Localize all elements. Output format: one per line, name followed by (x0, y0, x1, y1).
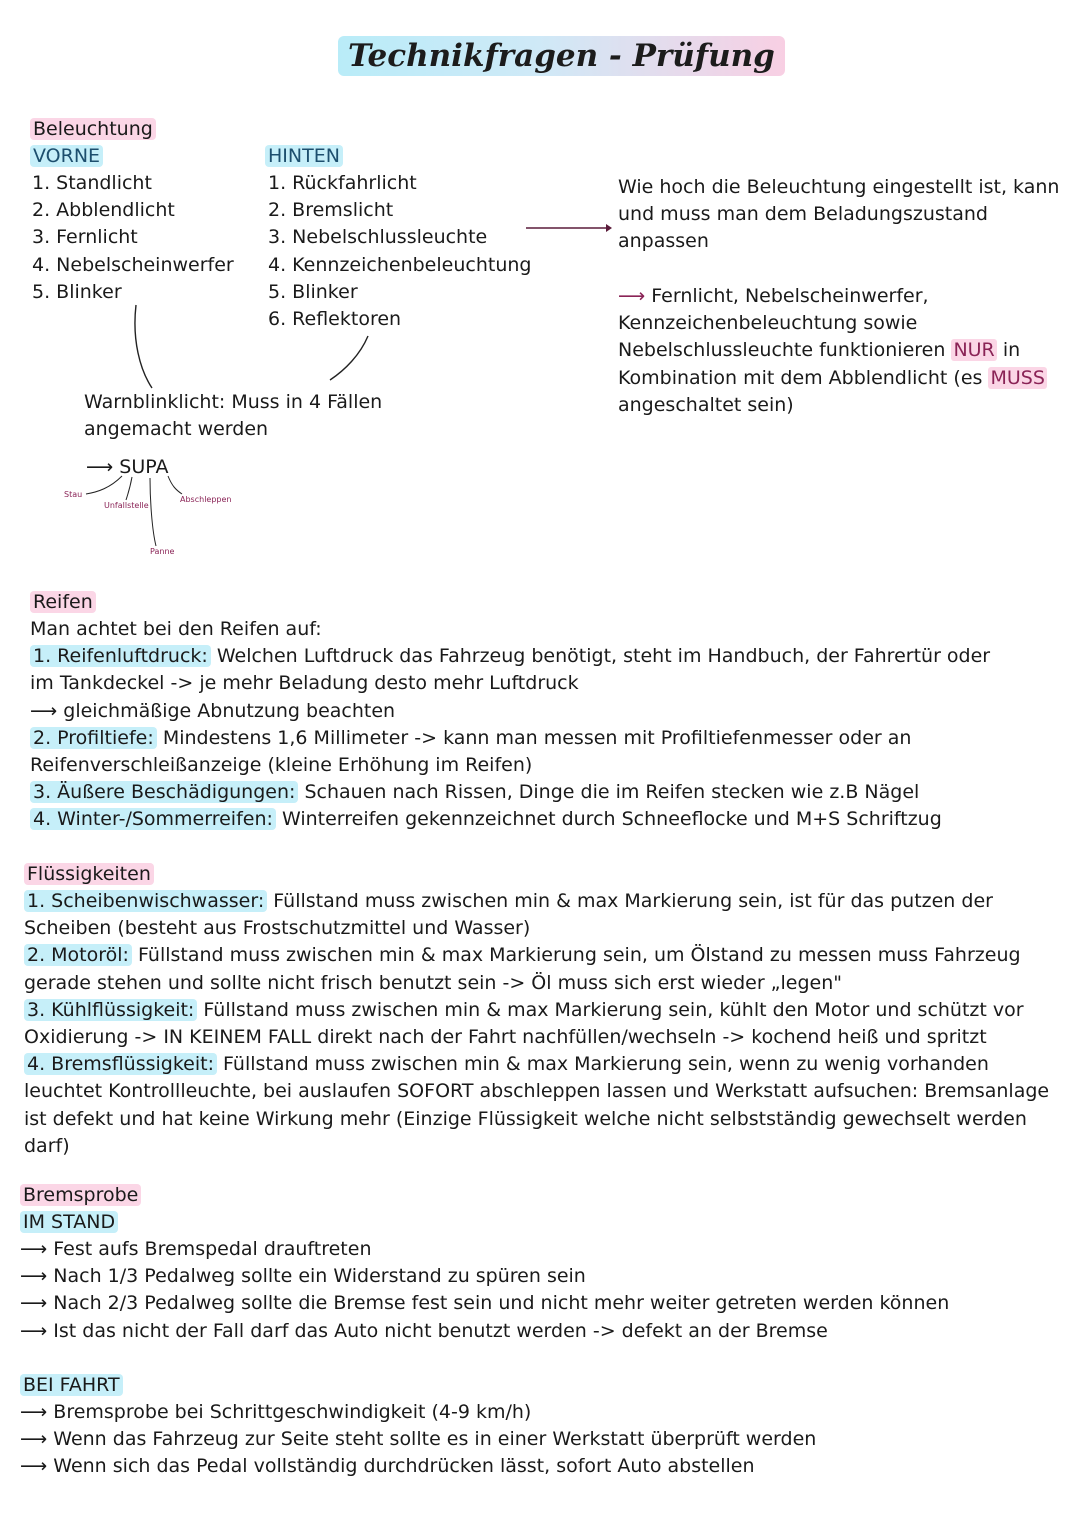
bei-fahrt-label: BEI FAHRT (20, 1372, 123, 1399)
list-item: 1. Rückfahrlicht (268, 172, 417, 194)
fluessigkeiten-heading: Flüssigkeiten (24, 861, 154, 888)
supa-abschleppen: Abschleppen (180, 495, 232, 504)
list-item: 3. Nebelschlussleuchte (268, 226, 488, 249)
list-item: 2. Abblendlicht (32, 199, 175, 222)
list-item: 3. Fernlicht (32, 226, 138, 249)
list-item: Nach 2/3 Pedalweg sollte die Bremse fest sein und nicht mehr weiter getreten werden können (53, 1292, 950, 1315)
im-stand-list: ⟶ Fest aufs Bremspedal drauftreten ⟶ Nach 1/3 Pedalweg sollte ein Widerstand zu spüren sein ⟶ Nach 2/3 Pedalweg sollte die Bremse fest sein und nicht mehr weiter getreten werden können ⟶ Ist das nicht der Fall darf das Auto nicht benutzt werden -> defekt an der Bremse (20, 1238, 950, 1342)
reifen-heading: Reifen (30, 589, 96, 616)
list-item: Fest aufs Bremspedal drauftreten (53, 1238, 372, 1260)
connector-line-left (135, 305, 152, 388)
connector-line-right (330, 336, 368, 380)
bremsprobe-heading: Bremsprobe (20, 1182, 141, 1209)
list-item: Ist das nicht der Fall darf das Auto nicht benutzt werden -> defekt an der Bremse (53, 1319, 828, 1342)
list-item: 2. Bremslicht (268, 199, 394, 222)
beleuchtung-right-note: Wie hoch die Beleuchtung eingestellt ist, kann und muss man dem Beladungszustand anpassen (618, 176, 1060, 253)
fluessigkeiten-section: 1. Scheibenwischwasser: Füllstand muss zwischen min & max Markierung sein, ist für das putzen der Scheiben (besteht aus Frostschutzmittel und Wasser) 2. Motoröl: Füllstand muss zwischen min & max Markierung sein, um Ölstand zu messen muss Fahrzeug gerade stehen und sollte nicht frisch benutzt sein -> Öl muss sich erst wieder „legen" 3. Kühlflüssigkeit: Füllstand muss zwischen min & max Markierung sein, kühlt den Motor und schützt vor Oxidierung -> IN KEINEM FALL direkt nach der Fahrt nachfüllen/wechseln -> kochend heiß und spritzt 4. Bremsflüssigkeit: Füllstand muss zwischen min & max Markierung sein, wenn zu wenig vorhanden leuchtet Kontrollleuchte, bei auslaufen SOFORT abschleppen lassen und Werkstatt aufsuchen: Bremsanlage ist defekt und hat keine Wirkung mehr (Einzige Flüssigkeit welche nicht selbstständig gewechselt werden darf) (24, 890, 1050, 1157)
supa-label: ⟶ SUPA (86, 456, 169, 478)
beleuchtung-heading: Beleuchtung (30, 116, 156, 143)
reifen-section: Man achtet bei den Reifen auf: 1. Reifenluftdruck: Welchen Luftdruck das Fahrzeug benötigt, steht im Handbuch, der Fahrertür oder im Tankdeckel -> je mehr Beladung desto mehr Luftdruck ⟶ gleichmäßige Abnutzung beachten 2. Profiltiefe: Mindestens 1,6 Millimeter -> kann man messen mit Profiltiefenmesser oder an Reifenverschleißanzeige (kleine Erhöhung im Reifen) 3. Äußere Beschädigungen: Schauen nach Rissen, Dinge die im Reifen stecken wie z.B Nägel 4. Winter-/Sommerreifen: Winterreifen gekennzeichnet durch Schneeflocke und M+S Schriftzug (30, 618, 991, 831)
list-item: Wenn das Fahrzeug zur Seite steht sollte es in einer Werkstatt überprüft werden (53, 1428, 817, 1451)
list-item: 5. Blinker (32, 280, 122, 303)
list-item: 5. Blinker (268, 280, 358, 303)
list-item: 6. Reflektoren (268, 308, 402, 331)
list-item: 1. Standlicht (32, 172, 152, 194)
list-item: 4. Nebelscheinwerfer (32, 253, 234, 276)
bei-fahrt-list: ⟶ Bremsprobe bei Schrittgeschwindigkeit (4-9 km/h) ⟶ Wenn das Fahrzeug zur Seite steht sollte es in einer Werkstatt überprüft werden ⟶ Wenn sich das Pedal vollständig durchdrücken lässt, sofort Auto abstellen (20, 1401, 817, 1478)
vorne-label: VORNE (30, 143, 103, 170)
im-stand-label: IM STAND (20, 1209, 118, 1236)
page-title: Technikfragen - Prüfung (338, 36, 785, 76)
warnblinklicht-note: Warnblinklicht: Muss in 4 Fällen angemacht werden (84, 391, 383, 441)
list-item: Wenn sich das Pedal vollständig durchdrücken lässt, sofort Auto abstellen (53, 1455, 755, 1478)
hinten-label: HINTEN (265, 143, 343, 170)
supa-panne: Panne (150, 547, 175, 556)
list-item: 4. Kennzeichenbeleuchtung (268, 253, 532, 276)
list-item: Bremsprobe bei Schrittgeschwindigkeit (4-9 km/h) (53, 1401, 532, 1423)
supa-unfallstelle: Unfallstelle (104, 501, 149, 510)
supa-stau: Stau (64, 490, 83, 499)
arrow-head (606, 224, 612, 232)
beleuchtung-right-note2: ⟶ Fernlicht, Nebelscheinwerfer, Kennzeichenbeleuchtung sowie Nebelschlussleuchte funktionieren NUR in Kombination mit dem Abblendlicht (es MUSS angeschaltet sein) (618, 285, 1045, 416)
list-item: Nach 1/3 Pedalweg sollte ein Widerstand zu spüren sein (53, 1265, 586, 1288)
